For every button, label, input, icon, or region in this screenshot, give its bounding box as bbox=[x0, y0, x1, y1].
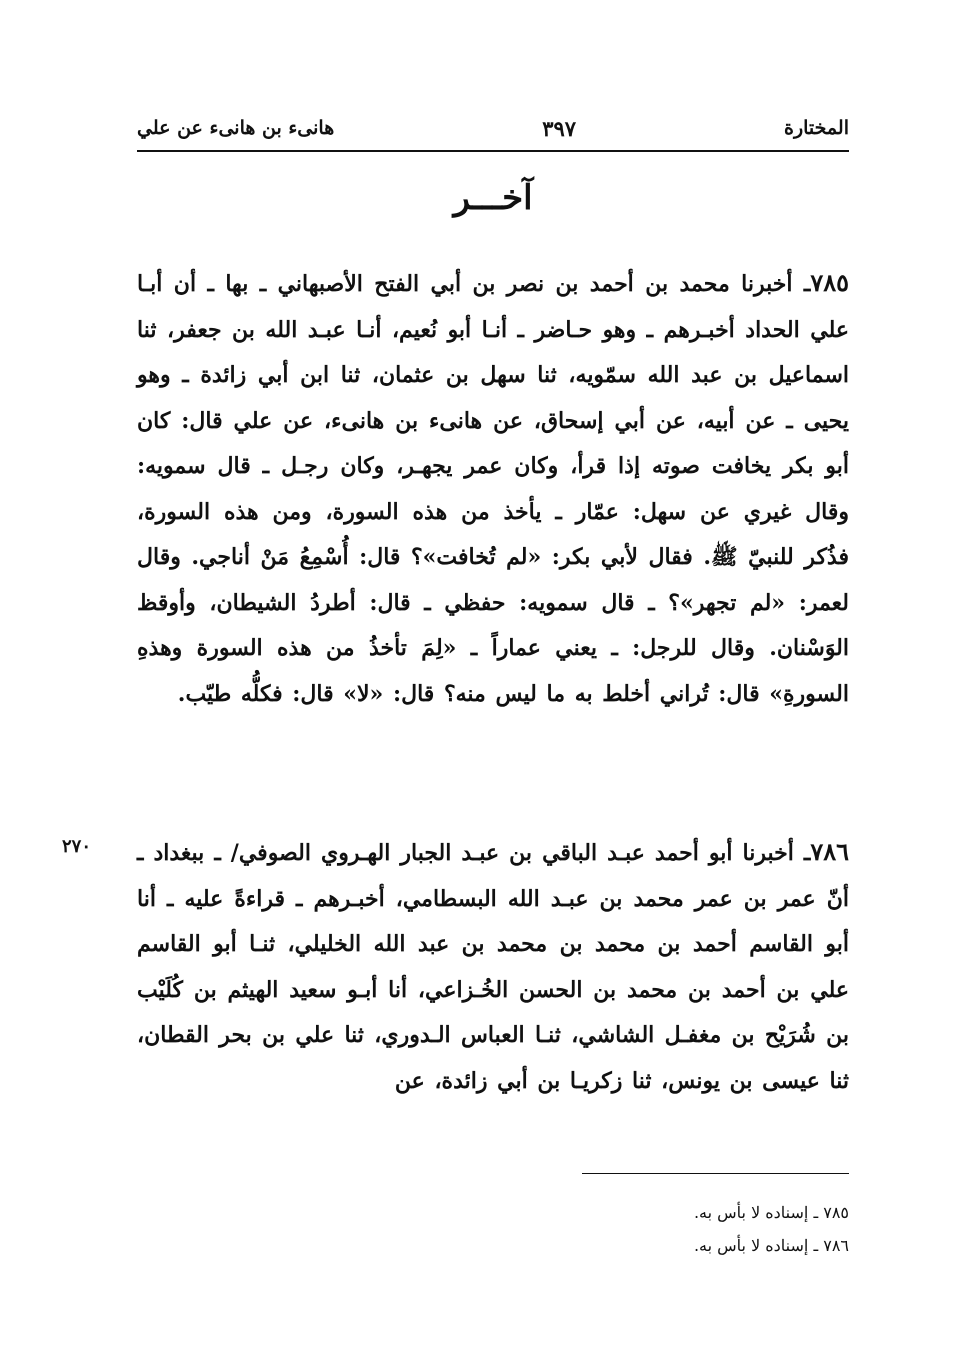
footnote: ٧٨٥ ـ إسناده لا بأس به. bbox=[693, 1203, 849, 1222]
footnote: ٧٨٦ ـ إسناده لا بأس به. bbox=[693, 1236, 849, 1255]
footnotes bbox=[400, 1196, 849, 1262]
entry-text: ـ أخبرنا أبو أحمد عبـد الباقي بن عبـد الجبار الهـروي الصوفي/ ـ ببغداد ـ أنّ عمر بن عمر محمد بن عبـد الله البسطامي، أخبـرهم ـ قراءةً عليه ـ أنا أبو القاسم أحمد بن محمد بن محمد بن عبد الله الخليلي، ثنـا أبو القاسم علي بن أحمد بن محمد بن الحسن الخُـزاعي، أنا أبـو سعيد الهيثم بن كُلَيْب بن شُرَيْح بن مغفـل الشاشي، ثنـا العباس الـدوري، ثنا علي بن بحر القطان، ثنا عيسى بن يونس، ثنا زكريـا بن أبي زائدة، عن bbox=[137, 840, 849, 1094]
entry-number: ٧٨٥ bbox=[810, 268, 849, 297]
page-number: ٣٩٧ bbox=[542, 115, 577, 141]
running-header bbox=[137, 108, 849, 148]
header-book-title: المختارة bbox=[784, 117, 849, 139]
header-chapter-title: هانىء بن هانىء عن علي bbox=[137, 117, 335, 139]
entry-text: ـ أخبرنا محمد بن أحمد بن نصر بن أبي الفتح الأصبهاني ـ بها ـ أن أبـا علي الحداد أخبـرهم ـ وهو حـاضر ـ أنـا أبو نُعيم، أنـا عبـد الله بن جعفر، ثنا اسماعيل بن عبد الله سمّويه، ثنا سهل بن عثمان، ثنا ابن أبي زائدة ـ وهو يحيى ـ عن أبيه، عن أبي إسحاق، عن هانىء بن هانىء، عن علي قال: كان أبو بكر يخافت صوته إذا قرأ، وكان عمر يجهـر، وكان رجـل ـ قال سمويه: وقال غيري عن سهل: عمّار ـ يأخذ من هذه السورة، ومن هذه السورة، فذُكر للنبيّ ﷺ. فقال لأبي بكر: «لم تُخافت»؟ قال: أُسْمِعُ مَنْ أناجي. وقال لعمر: «لم تجهر»؟ ـ قال سمويه: حفظي ـ قال: أطردُ الشيطان، وأوقظ الوَسْنان. وقال للرجل: ـ يعني عماراً ـ «لِمَ تأخذُ من هذه السورة وهذهِ السورةِ» قال: تُراني أخلط به ما ليس منه؟ قال: «لا» قال: فكلُّه طيّب. bbox=[137, 271, 849, 707]
footnote-divider bbox=[582, 1173, 849, 1174]
hadith-entry bbox=[137, 260, 849, 717]
entry-number: ٧٨٦ bbox=[810, 837, 849, 866]
hadith-entry bbox=[137, 829, 849, 1104]
header-divider bbox=[137, 150, 849, 152]
margin-page-reference: ٢٧٠ bbox=[62, 836, 92, 857]
section-title: آخـــر bbox=[453, 178, 533, 218]
